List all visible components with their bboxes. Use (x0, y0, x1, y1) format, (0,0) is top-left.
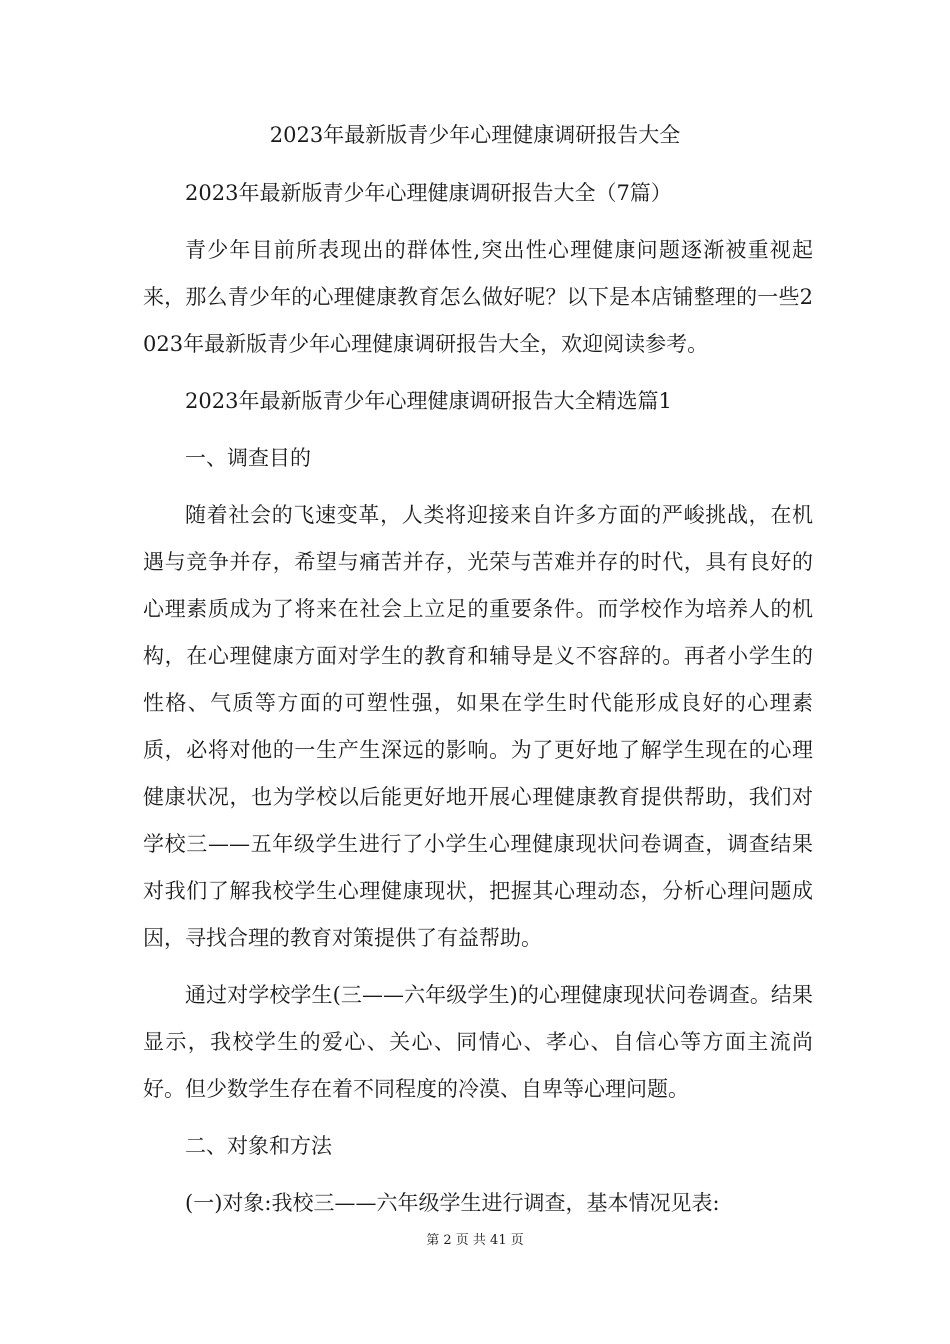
document-body (143, 170, 813, 1237)
intro-paragraph: 青少年目前所表现出的群体性,突出性心理健康问题逐渐被重视起来，那么青少年的心理健康教育怎么做好呢？以下是本店铺整理的一些2023年最新版青少年心理健康调研报告大全，欢迎阅读参考。 (143, 238, 813, 356)
subsection-heading: 一、调查目的 (185, 446, 311, 470)
section-heading: 2023年最新版青少年心理健康调研报告大全精选篇1 (185, 389, 672, 413)
page-number-footer: 第 2 页 共 41 页 (426, 1233, 524, 1248)
subsection-heading: 二、对象和方法 (185, 1134, 332, 1158)
subtitle-paragraph: 2023年最新版青少年心理健康调研报告大全（7篇） (185, 181, 672, 205)
body-paragraph: (一)对象:我校三——六年级学生进行调查，基本情况见表: (185, 1191, 720, 1215)
body-paragraph: 随着社会的飞速变革，人类将迎接来自许多方面的严峻挑战，在机遇与竞争并存，希望与痛苦并存，光荣与苦难并存的时代，具有良好的心理素质成为了将来在社会上立足的重要条件。而学校作为培养人的机构，在心理健康方面对学生的教育和辅导是义不容辞的。再者小学生的性格、气质等方面的可塑性强，如果在学生时代能形成良好的心理素质，必将对他的一生产生深远的影响。为了更好地了解学生现在的心理健康状况，也为学校以后能更好地开展心理健康教育提供帮助，我们对学校三——五年级学生进行了小学生心理健康现状问卷调查，调查结果对我们了解我校学生心理健康现状，把握其心理动态，分析心理问题成因，寻找合理的教育对策提供了有益帮助。 (143, 503, 813, 950)
document-title: 2023年最新版青少年心理健康调研报告大全 (269, 123, 681, 147)
body-paragraph: 通过对学校学生(三——六年级学生)的心理健康现状问卷调查。结果显示，我校学生的爱心、关心、同情心、孝心、自信心等方面主流尚好。但少数学生存在着不同程度的冷漠、自卑等心理问题。 (143, 983, 813, 1101)
